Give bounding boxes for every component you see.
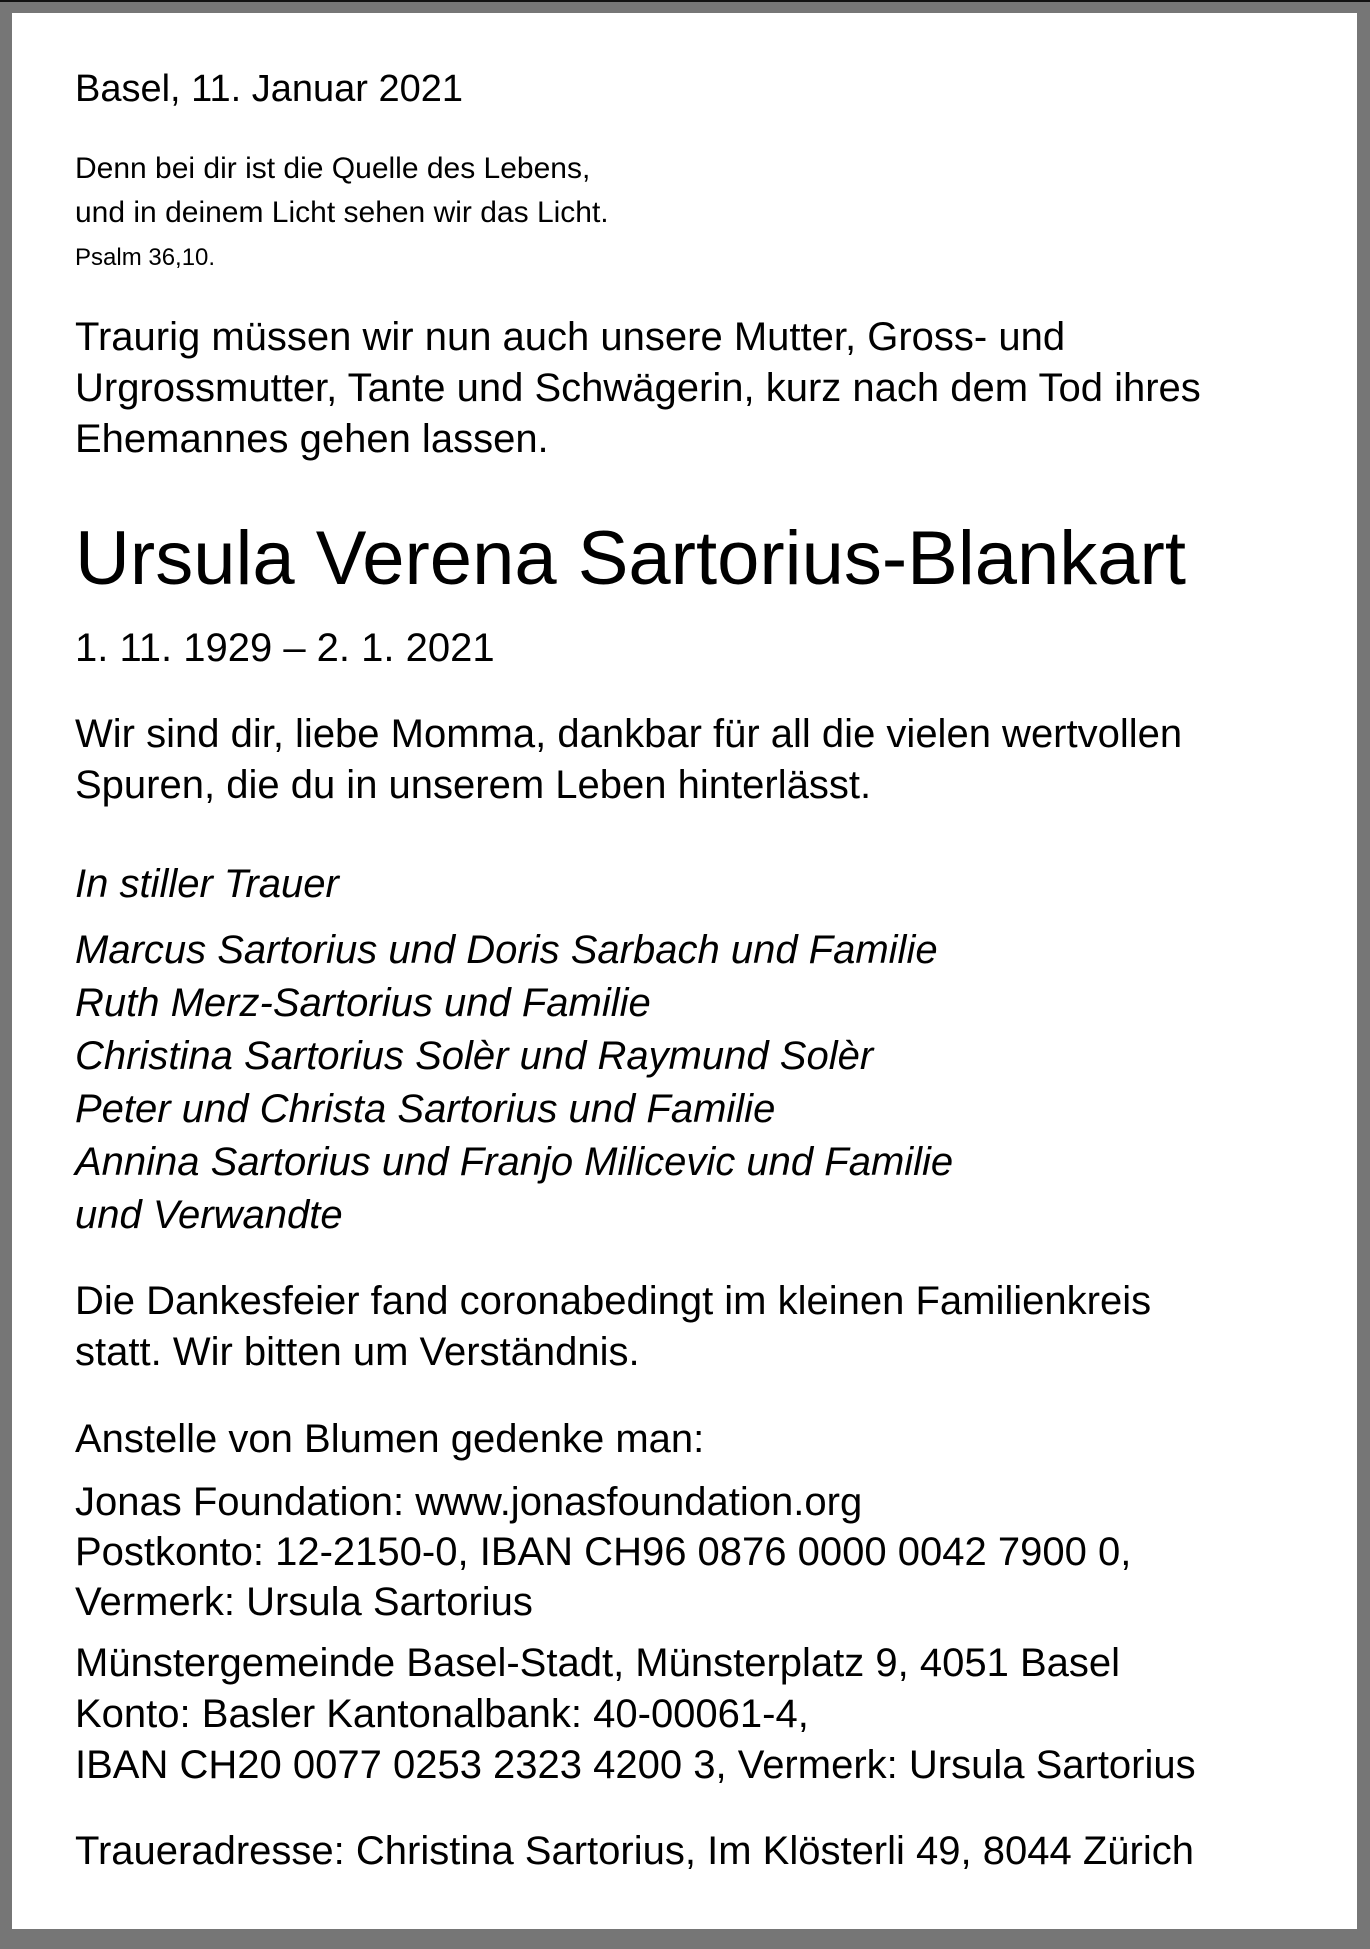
gratitude-paragraph — [75, 709, 1182, 811]
mourner: und Verwandte — [75, 1193, 343, 1237]
mourning-address: Traueradresse: Christina Sartorius, Im Klösterli 49, 8044 Zürich — [75, 1829, 1194, 1873]
mourning-heading: In stiller Trauer — [75, 862, 339, 906]
life-dates: 1. 11. 1929 – 2. 1. 2021 — [75, 626, 495, 670]
gratitude-line: Wir sind dir, liebe Momma, dankbar für all die vielen wertvollen — [75, 712, 1183, 756]
intro-line: Traurig müssen wir nun auch unsere Mutter, Gross- und — [75, 315, 1066, 359]
mourners-list — [75, 924, 953, 1242]
deceased-name: Ursula Verena Sartorius-Blankart — [75, 516, 1186, 601]
verse-line: und in deinem Licht sehen wir das Licht. — [75, 196, 609, 229]
verse-reference: Psalm 36,10. — [75, 244, 216, 271]
donation-line: IBAN CH20 0077 0253 2323 4200 3, Vermerk: Ursula Sartorius — [75, 1743, 1196, 1787]
mourner: Annina Sartorius und Franjo Milicevic und Familie — [75, 1140, 954, 1184]
verse-line: Denn bei dir ist die Quelle des Lebens, — [75, 152, 591, 185]
gratitude-line: Spuren, die du in unserem Leben hinterlässt. — [75, 763, 872, 807]
mourner: Peter und Christa Sartorius und Familie — [75, 1087, 776, 1131]
donation-line: Jonas Foundation: www.jonasfoundation.org — [75, 1480, 863, 1524]
ceremony-line: Die Dankesfeier fand coronabedingt im kleinen Familienkreis — [75, 1279, 1152, 1323]
mourner: Ruth Merz-Sartorius und Familie — [75, 981, 651, 1025]
intro-paragraph — [75, 312, 1201, 465]
donation-line: Münstergemeinde Basel-Stadt, Münsterplatz 9, 4051 Basel — [75, 1641, 1121, 1685]
ceremony-paragraph — [75, 1276, 1151, 1378]
bible-verse — [75, 147, 609, 235]
mourner: Marcus Sartorius und Doris Sarbach und Familie — [75, 928, 938, 972]
intro-line: Ehemannes gehen lassen. — [75, 417, 549, 461]
donation-jonas-foundation — [75, 1477, 1131, 1627]
ceremony-line: statt. Wir bitten um Verständnis. — [75, 1330, 640, 1374]
place-date: Basel, 11. Januar 2021 — [75, 68, 464, 110]
donation-line: Konto: Basler Kantonalbank: 40-00061-4, — [75, 1692, 809, 1736]
intro-line: Urgrossmutter, Tante und Schwägerin, kurz nach dem Tod ihres — [75, 366, 1201, 410]
mourner: Christina Sartorius Solèr und Raymund Solèr — [75, 1034, 874, 1078]
donations-heading: Anstelle von Blumen gedenke man: — [75, 1417, 705, 1461]
donation-muenstergemeinde — [75, 1638, 1196, 1791]
window-top-edge — [0, 0, 1370, 2]
donation-line: Postkonto: 12-2150-0, IBAN CH96 0876 0000 0042 7900 0, — [75, 1530, 1132, 1574]
donation-line: Vermerk: Ursula Sartorius — [75, 1580, 533, 1624]
